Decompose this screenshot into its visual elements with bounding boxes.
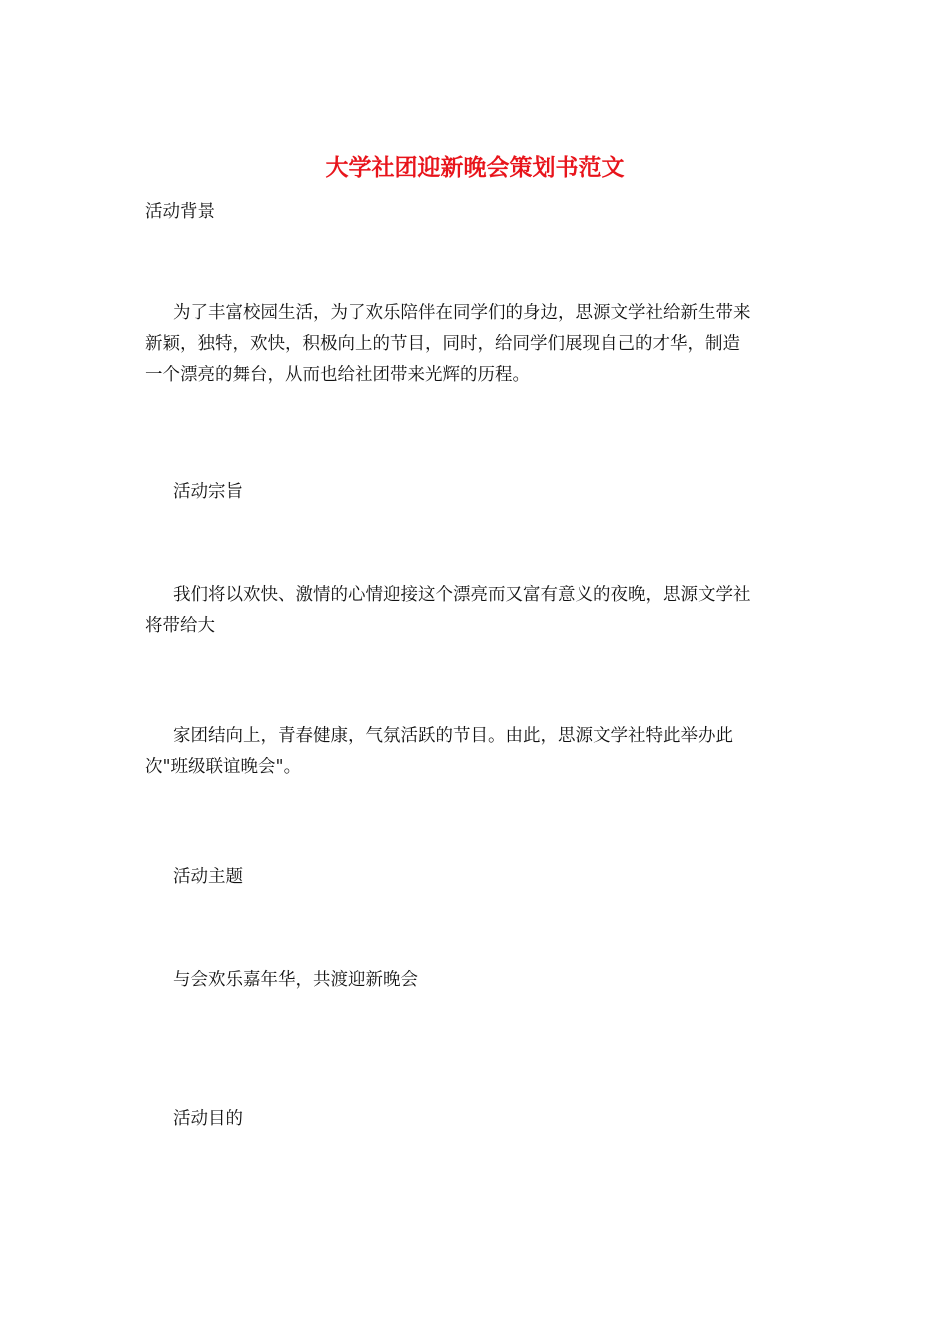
paragraph-purpose-1 [145, 580, 810, 642]
text-line: 家团结向上，青春健康，气氛活跃的节目。由此，思源文学社特此举办此 [173, 726, 733, 746]
paragraph-purpose-2 [145, 721, 810, 783]
text-line: 活动宗旨 [173, 482, 243, 502]
text-line: 将带给大 [145, 616, 215, 636]
text-line: 与会欢乐嘉年华，共渡迎新晚会 [173, 970, 418, 990]
paragraph-theme [145, 965, 810, 996]
paragraph-background [145, 298, 810, 391]
text-line: 为了丰富校园生活，为了欢乐陪伴在同学们的身边，思源文学社给新生带来 [173, 303, 751, 323]
document-title: 大学社团迎新晚会策划书范文 [325, 154, 625, 181]
text-line: 活动主题 [173, 867, 243, 887]
text-line: 一个漂亮的舞台，从而也给社团带来光辉的历程。 [145, 365, 530, 385]
text-line: 活动背景 [145, 202, 215, 222]
section-heading-purpose [145, 477, 810, 508]
text-line: 次"班级联谊晚会"。 [145, 757, 302, 777]
text-line: 我们将以欢快、激情的心情迎接这个漂亮而又富有意义的夜晚，思源文学社 [173, 585, 751, 605]
text-line: 新颖，独特，欢快，积极向上的节目，同时，给同学们展现自己的才华，制造 [145, 334, 740, 354]
text-line: 活动目的 [173, 1109, 243, 1129]
section-heading-background [145, 197, 810, 228]
section-heading-theme [145, 862, 810, 893]
section-heading-goal [145, 1104, 810, 1135]
